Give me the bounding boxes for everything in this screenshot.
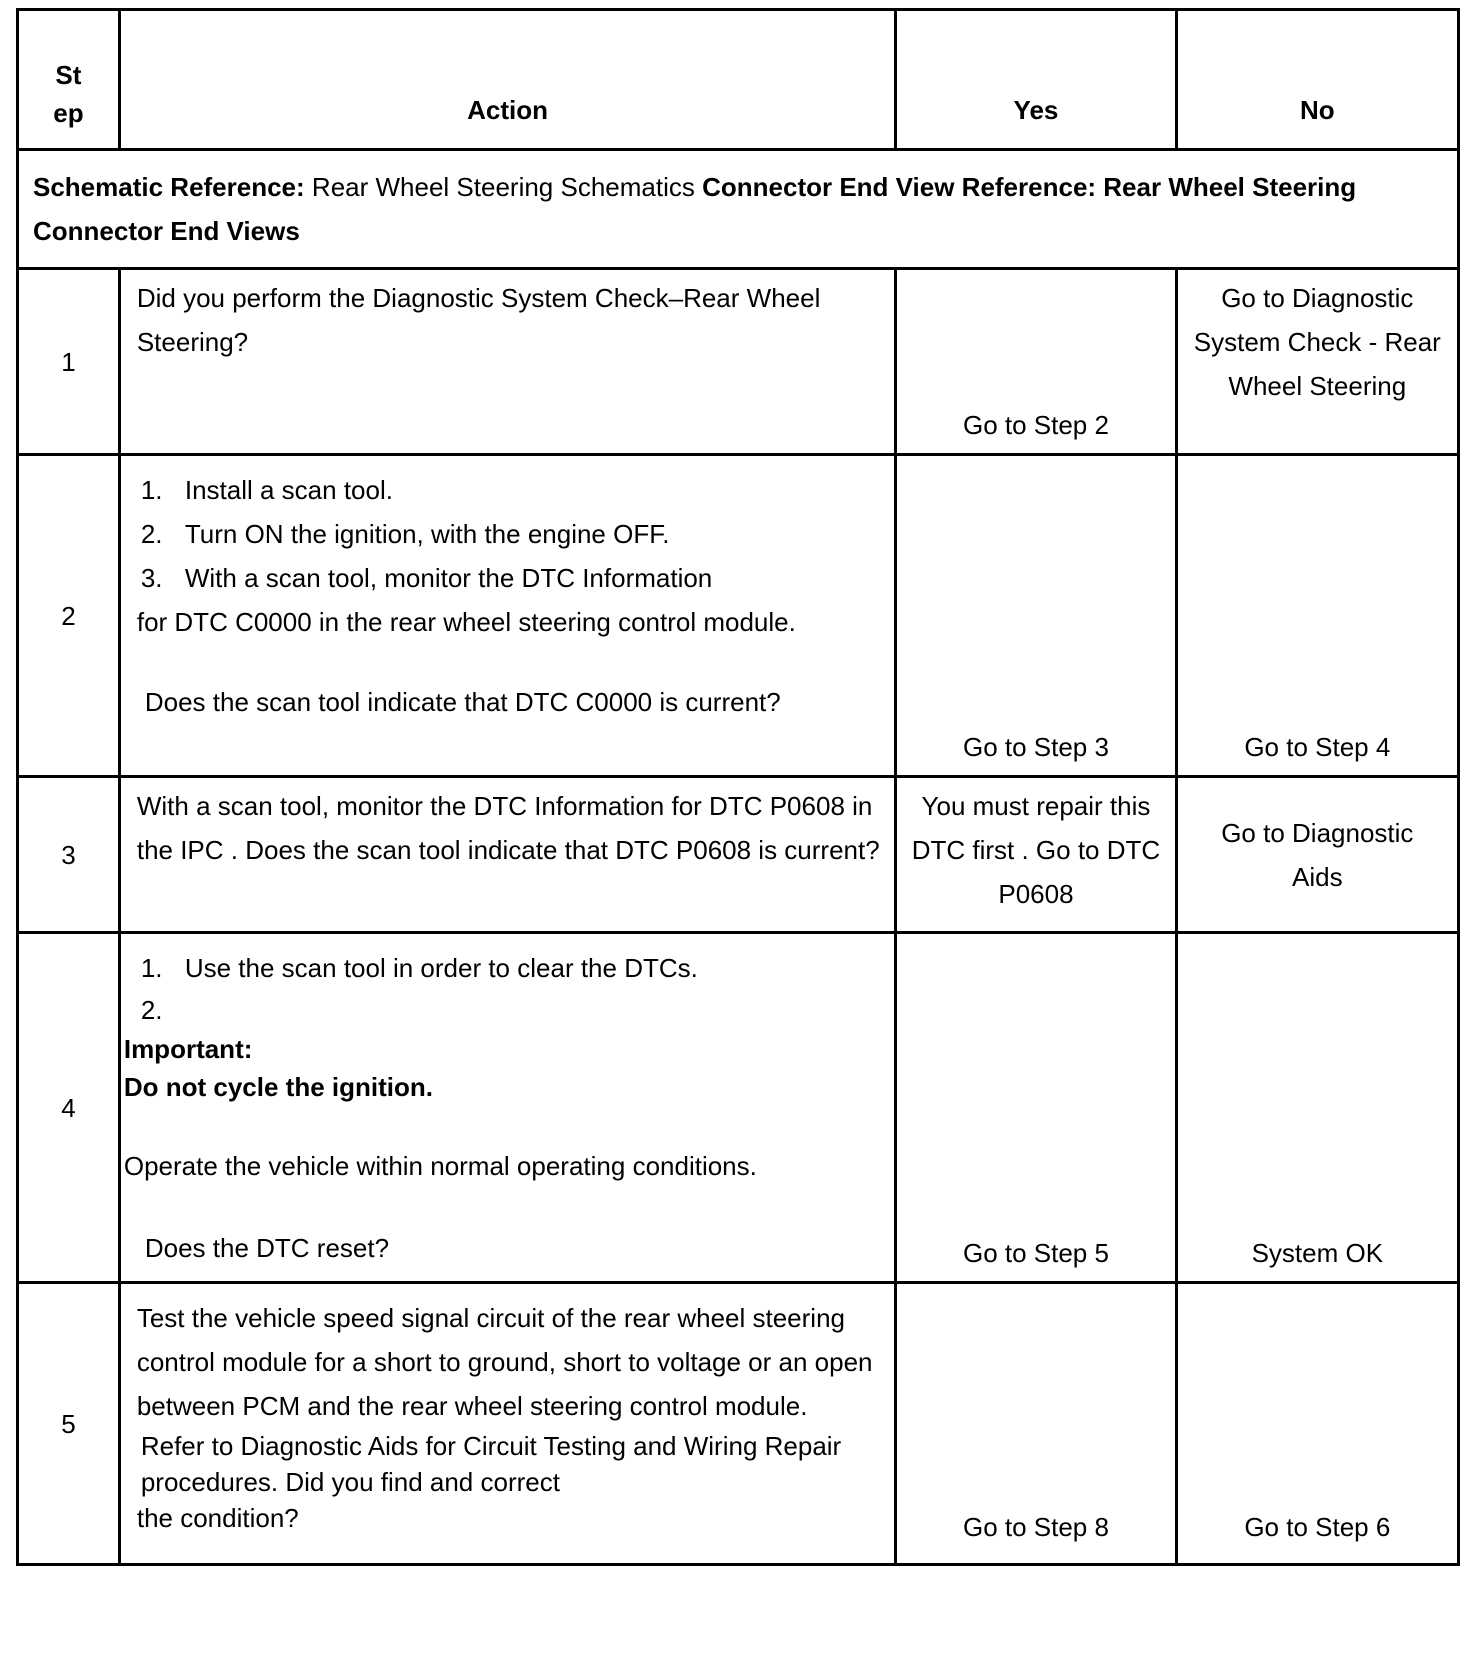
- step-number: 3: [18, 777, 120, 933]
- step-number: 5: [18, 1283, 120, 1565]
- header-no: No: [1176, 10, 1458, 150]
- action-text: Test the vehicle speed signal circuit of the rear wheel steering control module for a short to ground, short to voltage or an open between PCM and the rear wheel steering control module.: [136, 1303, 873, 1421]
- question-text: Does the scan tool indicate that DTC C0000 is current?: [144, 687, 781, 717]
- list-item: 2.: [140, 995, 163, 1025]
- important-label: Important:: [123, 1034, 253, 1064]
- list-item: 3. With a scan tool, monitor the DTC Information: [140, 563, 713, 593]
- connector-reference-label: Connector End View Reference: Rear Wheel Steering Connector End Views: [33, 172, 1357, 246]
- refer-end-text: the condition?: [136, 1503, 299, 1533]
- yes-cell[interactable]: Go to Step 2: [896, 269, 1176, 455]
- no-cell[interactable]: Go to Step 4: [1176, 455, 1458, 777]
- refer-text: Refer to Diagnostic Aids for Circuit Testing and Wiring Repair procedures. Did you find and correct: [140, 1431, 842, 1497]
- action-cell: Did you perform the Diagnostic System Check–Rear Wheel Steering?: [119, 269, 895, 455]
- list-continuation: for DTC C0000 in the rear wheel steering control module.: [136, 607, 796, 637]
- yes-cell[interactable]: Go to Step 8: [896, 1283, 1176, 1565]
- step-number: 4: [18, 933, 120, 1283]
- step-number: 2: [18, 455, 120, 777]
- step-number: 1: [18, 269, 120, 455]
- no-cell[interactable]: Go to Step 6: [1176, 1283, 1458, 1565]
- list-item: 1. Use the scan tool in order to clear the DTCs.: [140, 953, 698, 983]
- action-cell: [119, 933, 895, 1283]
- table-row: [18, 455, 1459, 777]
- no-cell[interactable]: System OK: [1176, 933, 1458, 1283]
- header-row: [18, 10, 1459, 150]
- diagnostic-table: [16, 8, 1460, 1566]
- action-cell: [119, 1283, 895, 1565]
- no-cell[interactable]: Go to Diagnostic System Check - Rear Wheel Steering: [1176, 269, 1458, 455]
- reference-cell: [18, 150, 1459, 269]
- question-text: Does the DTC reset?: [144, 1233, 390, 1263]
- list-item: 2. Turn ON the ignition, with the engine OFF.: [140, 519, 670, 549]
- table-row: [18, 777, 1459, 933]
- table-row: [18, 1283, 1459, 1565]
- header-yes: Yes: [896, 10, 1176, 150]
- header-action: Action: [119, 10, 895, 150]
- yes-cell[interactable]: Go to Step 3: [896, 455, 1176, 777]
- table-row: [18, 933, 1459, 1283]
- action-cell: With a scan tool, monitor the DTC Information for DTC P0608 in the IPC . Does the scan tool indicate that DTC P0608 is current?: [119, 777, 895, 933]
- schematic-reference-link[interactable]: Rear Wheel Steering Schematics: [311, 172, 695, 202]
- table-row: [18, 269, 1459, 455]
- header-step: St ep: [18, 10, 120, 150]
- yes-cell[interactable]: Go to Step 5: [896, 933, 1176, 1283]
- list-item: 1. Install a scan tool.: [140, 475, 393, 505]
- yes-cell[interactable]: You must repair this DTC first . Go to DTC P0608: [896, 777, 1176, 933]
- no-cell[interactable]: Go to Diagnostic Aids: [1176, 777, 1458, 933]
- action-cell: [119, 455, 895, 777]
- schematic-reference-label: Schematic Reference:: [33, 172, 305, 202]
- important-text: Do not cycle the ignition.: [123, 1072, 433, 1102]
- reference-row: [18, 150, 1459, 269]
- instruction-text: Operate the vehicle within normal operating conditions.: [123, 1151, 757, 1181]
